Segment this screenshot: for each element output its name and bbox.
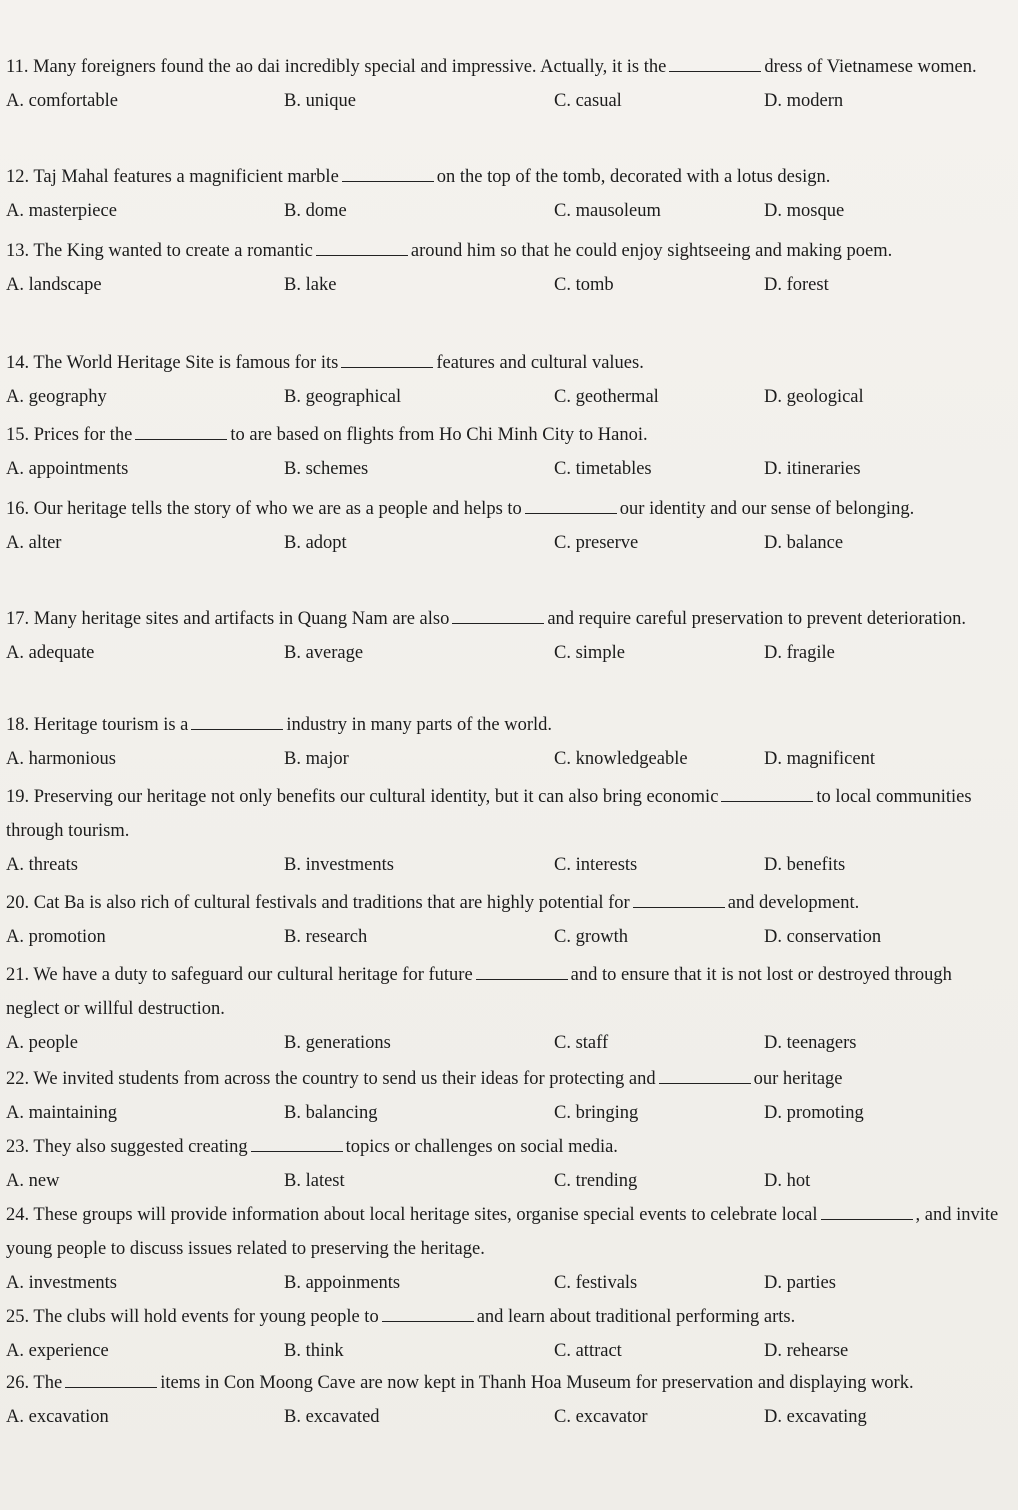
question-11	[6, 50, 1006, 118]
option-d: D. magnificent	[764, 749, 875, 769]
option-c: C. interests	[554, 855, 638, 875]
option-d: D. teenagers	[764, 1033, 857, 1053]
stem-text-after: around him so that he could enjoy sightseeing and making poem.	[410, 241, 893, 261]
option-a: A. masterpiece	[6, 201, 117, 221]
question-stem	[6, 346, 1006, 380]
answer-blank	[191, 715, 283, 730]
option-c: C. trending	[554, 1171, 638, 1191]
question-stem	[6, 1198, 1006, 1266]
question-17	[6, 602, 1006, 670]
options-row	[6, 742, 1006, 776]
question-20	[6, 886, 1006, 954]
options-row	[6, 1400, 1006, 1434]
option-c: C. simple	[554, 643, 625, 663]
option-c: C. staff	[554, 1033, 609, 1053]
option-a: A. maintaining	[6, 1103, 117, 1123]
question-stem	[6, 1366, 1006, 1400]
stem-text-before: These groups will provide information about local heritage sites, organise special events to celebrate local	[33, 1205, 818, 1225]
question-number: 21.	[6, 965, 30, 985]
question-number: 12.	[6, 167, 30, 187]
question-22	[6, 1062, 1006, 1130]
question-number: 23.	[6, 1137, 30, 1157]
option-a: A. new	[6, 1171, 60, 1191]
stem-text-before: Heritage tourism is a	[33, 715, 189, 735]
stem-text-before: Many heritage sites and artifacts in Quang Nam are also	[33, 609, 450, 629]
option-d: D. modern	[764, 91, 844, 111]
option-b: B. research	[284, 927, 368, 947]
option-a: A. landscape	[6, 275, 102, 295]
answer-blank	[669, 57, 761, 72]
question-stem	[6, 886, 1006, 920]
stem-text-after: and learn about traditional performing arts.	[476, 1307, 796, 1327]
question-number: 19.	[6, 787, 30, 807]
answer-blank	[633, 893, 725, 908]
stem-text-before: The King wanted to create a romantic	[33, 241, 313, 261]
stem-text-after: , and invite young people to discuss issues related to preserving the heritage.	[6, 1205, 999, 1259]
question-12	[6, 160, 1006, 228]
option-c: C. tomb	[554, 275, 614, 295]
question-stem	[6, 418, 1006, 452]
option-b: B. investments	[284, 855, 394, 875]
option-c: C. bringing	[554, 1103, 639, 1123]
option-b: B. lake	[284, 275, 337, 295]
option-d: D. itineraries	[764, 459, 861, 479]
options-row	[6, 848, 1006, 882]
option-b: B. dome	[284, 201, 347, 221]
option-a: A. threats	[6, 855, 78, 875]
option-b: B. latest	[284, 1171, 345, 1191]
options-row	[6, 1334, 1006, 1368]
option-a: A. alter	[6, 533, 62, 553]
option-a: A. harmonious	[6, 749, 116, 769]
question-stem	[6, 50, 1006, 84]
answer-blank	[821, 1205, 913, 1220]
options-row	[6, 1026, 1006, 1060]
option-d: D. fragile	[764, 643, 835, 663]
option-b: B. unique	[284, 91, 356, 111]
answer-blank	[659, 1069, 751, 1084]
options-row	[6, 1096, 1006, 1130]
option-c: C. preserve	[554, 533, 639, 553]
stem-text-before: Taj Mahal features a magnificient marble	[33, 167, 339, 187]
option-b: B. adopt	[284, 533, 347, 553]
option-d: D. balance	[764, 533, 844, 553]
question-number: 18.	[6, 715, 30, 735]
options-row	[6, 920, 1006, 954]
options-row	[6, 636, 1006, 670]
stem-text-after: and to ensure that it is not lost or destroyed through neglect or willful destruction.	[6, 965, 952, 1019]
answer-blank	[342, 167, 434, 182]
question-number: 15.	[6, 425, 30, 445]
stem-text-before: We invited students from across the country to send us their ideas for protecting and	[33, 1069, 656, 1089]
stem-text-after: our heritage	[753, 1069, 843, 1089]
question-stem	[6, 1062, 1006, 1096]
question-number: 11.	[6, 57, 29, 77]
question-number: 13.	[6, 241, 30, 261]
question-number: 24.	[6, 1205, 30, 1225]
option-a: A. promotion	[6, 927, 106, 947]
question-stem	[6, 1130, 1006, 1164]
option-a: A. comfortable	[6, 91, 118, 111]
answer-blank	[316, 241, 408, 256]
question-stem	[6, 160, 1006, 194]
option-c: C. attract	[554, 1341, 622, 1361]
option-d: D. conservation	[764, 927, 882, 947]
option-c: C. casual	[554, 91, 622, 111]
stem-text-before: Many foreigners found the ao dai incredibly special and impressive. Actually, it is the	[33, 57, 667, 77]
option-b: B. geographical	[284, 387, 402, 407]
stem-text-after: to are based on flights from Ho Chi Minh City to Hanoi.	[230, 425, 648, 445]
option-b: B. balancing	[284, 1103, 378, 1123]
question-number: 22.	[6, 1069, 30, 1089]
options-row	[6, 194, 1006, 228]
option-a: A. experience	[6, 1341, 109, 1361]
option-d: D. geological	[764, 387, 864, 407]
answer-blank	[251, 1137, 343, 1152]
question-stem	[6, 708, 1006, 742]
option-d: D. hot	[764, 1171, 811, 1191]
question-number: 25.	[6, 1307, 30, 1327]
answer-blank	[525, 499, 617, 514]
question-25	[6, 1300, 1006, 1368]
option-c: C. growth	[554, 927, 628, 947]
option-b: B. major	[284, 749, 349, 769]
stem-text-after: our identity and our sense of belonging.	[619, 499, 915, 519]
question-23	[6, 1130, 1006, 1198]
question-number: 14.	[6, 353, 30, 373]
question-16	[6, 492, 1006, 560]
option-c: C. timetables	[554, 459, 652, 479]
stem-text-before: Prices for the	[33, 425, 133, 445]
question-number: 16.	[6, 499, 30, 519]
question-number: 26.	[6, 1373, 30, 1393]
question-21	[6, 958, 1006, 1060]
question-stem	[6, 780, 1006, 848]
option-a: A. excavation	[6, 1407, 109, 1427]
options-row	[6, 526, 1006, 560]
stem-text-after: and require careful preservation to prevent deterioration.	[547, 609, 966, 629]
question-stem	[6, 492, 1006, 526]
option-d: D. rehearse	[764, 1341, 849, 1361]
question-19	[6, 780, 1006, 882]
question-number: 20.	[6, 893, 30, 913]
option-d: D. excavating	[764, 1407, 867, 1427]
question-14	[6, 346, 1006, 414]
question-stem	[6, 958, 1006, 1026]
stem-text-after: dress of Vietnamese women.	[764, 57, 977, 77]
option-a: A. investments	[6, 1273, 117, 1293]
option-b: B. think	[284, 1341, 344, 1361]
options-row	[6, 380, 1006, 414]
stem-text-before: The World Heritage Site is famous for its	[33, 353, 339, 373]
question-26	[6, 1366, 1006, 1434]
stem-text-after: topics or challenges on social media.	[345, 1137, 618, 1157]
options-row	[6, 84, 1006, 118]
stem-text-after: on the top of the tomb, decorated with a lotus design.	[436, 167, 831, 187]
option-b: B. generations	[284, 1033, 391, 1053]
option-d: D. mosque	[764, 201, 845, 221]
stem-text-before: Preserving our heritage not only benefits our cultural identity, but it can also bring economic	[33, 787, 719, 807]
stem-text-before: The clubs will hold events for young people to	[33, 1307, 379, 1327]
answer-blank	[382, 1307, 474, 1322]
stem-text-before: The	[33, 1373, 63, 1393]
question-15	[6, 418, 1006, 486]
answer-blank	[476, 965, 568, 980]
option-a: A. people	[6, 1033, 78, 1053]
question-stem	[6, 1300, 1006, 1334]
option-c: C. knowledgeable	[554, 749, 688, 769]
question-18	[6, 708, 1006, 776]
option-a: A. appointments	[6, 459, 129, 479]
options-row	[6, 268, 1006, 302]
answer-blank	[721, 787, 813, 802]
stem-text-after: to local communities through tourism.	[6, 787, 972, 841]
answer-blank	[341, 353, 433, 368]
stem-text-before: They also suggested creating	[33, 1137, 248, 1157]
options-row	[6, 1266, 1006, 1300]
question-24	[6, 1198, 1006, 1300]
stem-text-after: and development.	[727, 893, 860, 913]
option-d: D. forest	[764, 275, 829, 295]
stem-text-after: features and cultural values.	[436, 353, 644, 373]
option-b: B. appoinments	[284, 1273, 401, 1293]
question-stem	[6, 234, 1006, 268]
answer-blank	[65, 1373, 157, 1388]
answer-blank	[135, 425, 227, 440]
option-a: A. adequate	[6, 643, 95, 663]
option-d: D. parties	[764, 1273, 836, 1293]
option-c: C. mausoleum	[554, 201, 661, 221]
stem-text-before: Cat Ba is also rich of cultural festivals and traditions that are highly potential for	[33, 893, 630, 913]
answer-blank	[452, 609, 544, 624]
option-c: C. geothermal	[554, 387, 659, 407]
option-d: D. promoting	[764, 1103, 864, 1123]
option-b: B. average	[284, 643, 364, 663]
option-a: A. geography	[6, 387, 107, 407]
options-row	[6, 452, 1006, 486]
stem-text-after: industry in many parts of the world.	[286, 715, 553, 735]
stem-text-before: Our heritage tells the story of who we are as a people and helps to	[33, 499, 522, 519]
stem-text-before: We have a duty to safeguard our cultural heritage for future	[33, 965, 473, 985]
options-row	[6, 1164, 1006, 1198]
option-b: B. schemes	[284, 459, 369, 479]
option-c: C. festivals	[554, 1273, 638, 1293]
question-stem	[6, 602, 1006, 636]
option-b: B. excavated	[284, 1407, 380, 1427]
option-d: D. benefits	[764, 855, 846, 875]
stem-text-after: items in Con Moong Cave are now kept in Thanh Hoa Museum for preservation and displaying work.	[160, 1373, 914, 1393]
question-13	[6, 234, 1006, 302]
option-c: C. excavator	[554, 1407, 648, 1427]
question-number: 17.	[6, 609, 30, 629]
